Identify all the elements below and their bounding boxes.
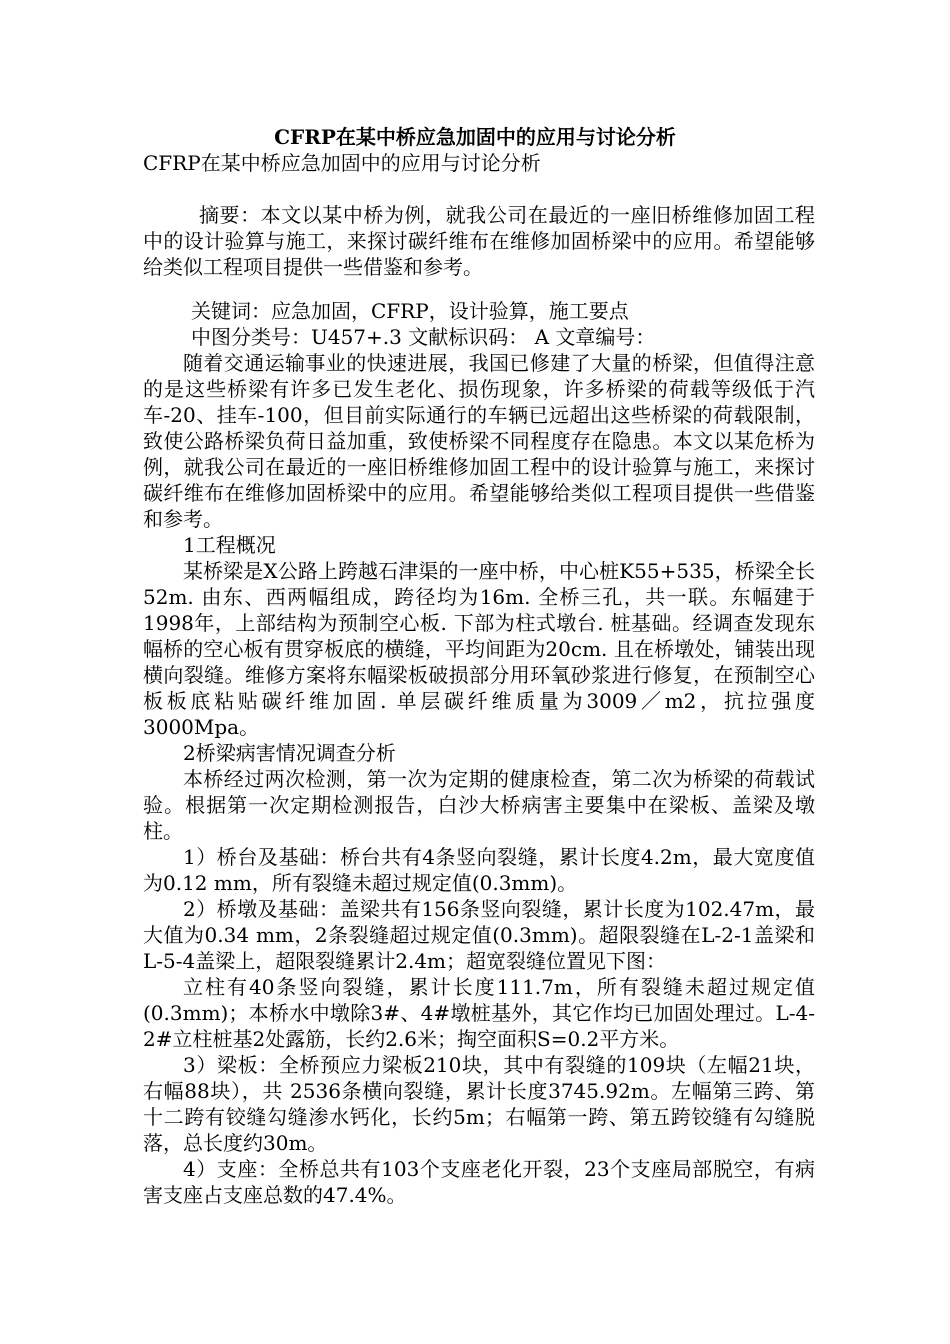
document-title: CFRP在某中桥应急加固中的应用与讨论分析	[274, 125, 676, 149]
main-text	[143, 298, 815, 1208]
keywords-line: 关键词：应急加固，CFRP，设计验算，施工要点	[191, 299, 629, 323]
section-heading: 2桥梁病害情况调查分析	[183, 741, 396, 765]
body-paragraph: 2）桥墩及基础：盖梁共有156条竖向裂缝，累计长度为102.47m，最大值为0.34 mm，2条裂缝超过规定值(0.3mm)。超限裂缝在L-2-1盖梁和L-5-4盖梁上，超限裂缝累计2.4m；超宽裂缝位置见下图：	[143, 897, 815, 973]
classification-line: 中图分类号：U457+.3 文献标识码： A 文章编号：	[191, 325, 656, 349]
body-paragraph: 某桥梁是X公路上跨越石津渠的一座中桥，中心桩K55+535，桥梁全长52m. 由东、西两幅组成，跨径均为16m. 全桥三孔，共一联。东幅建于1998年，上部结构为预制空心板. 下部为柱式墩台. 桩基础。经调查发现东幅桥的空心板有贯穿板底的横缝，平均间距为20cm. 且在桥墩处，铺装出现横向裂缝。维修方案将东幅梁板破损部分用环氧砂浆进行修复，在预制空心板板底粘贴碳纤维加固. 单层碳纤维质量为3009／m2，抗拉强度3000Mpa。	[143, 559, 815, 739]
document-subtitle: CFRP在某中桥应急加固中的应用与讨论分析	[143, 151, 541, 175]
abstract-block	[143, 202, 815, 280]
section-heading: 1工程概况	[183, 533, 276, 557]
abstract-paragraph: 摘要：本文以某中桥为例，就我公司在最近的一座旧桥维修加固工程中的设计验算与施工，来探讨碳纤维布在维修加固桥梁中的应用。希望能够给类似工程项目提供一些借鉴和参考。	[143, 203, 815, 279]
body-paragraph: 4）支座：全桥总共有103个支座老化开裂，23个支座局部脱空，有病害支座占支座总数的47.4%。	[143, 1157, 815, 1207]
body-paragraph: 本桥经过两次检测，第一次为定期的健康检查，第二次为桥梁的荷载试验。根据第一次定期检测报告，白沙大桥病害主要集中在梁板、盖梁及墩柱。	[143, 767, 815, 843]
body-paragraph: 立柱有40条竖向裂缝，累计长度111.7m，所有裂缝未超过规定值(0.3mm)；本桥水中墩除3#、4#墩桩基外，其它作均已加固处理过。L-4-2#立柱桩基2处露筋，长约2.6米；掏空面积S=0.2平方米。	[143, 975, 815, 1051]
body-paragraph: 随着交通运输事业的快速进展，我国已修建了大量的桥梁，但值得注意的是这些桥梁有许多已发生老化、损伤现象，许多桥梁的荷载等级低于汽车-20、挂车-100，但目前实际通行的车辆已远超出这些桥梁的荷载限制，致使公路桥梁负荷日益加重，致使桥梁不同程度存在隐患。本文以某危桥为例，就我公司在最近的一座旧桥维修加固工程中的设计验算与施工，来探讨碳纤维布在维修加固桥梁中的应用。希望能够给类似工程项目提供一些借鉴和参考。	[143, 351, 815, 531]
body-paragraph: 3）梁板：全桥预应力梁板210块，其中有裂缝的109块（左幅21块，右幅88块），共 2536条横向裂缝，累计长度3745.92m。左幅第三跨、第十二跨有铰缝勾缝渗水钙化，长约5m；右幅第一跨、第五跨铰缝有勾缝脱落，总长度约30m。	[143, 1053, 815, 1155]
body-paragraph: 1）桥台及基础：桥台共有4条竖向裂缝，累计长度4.2m，最大宽度值为0.12 mm，所有裂缝未超过规定值(0.3mm)。	[143, 845, 815, 895]
